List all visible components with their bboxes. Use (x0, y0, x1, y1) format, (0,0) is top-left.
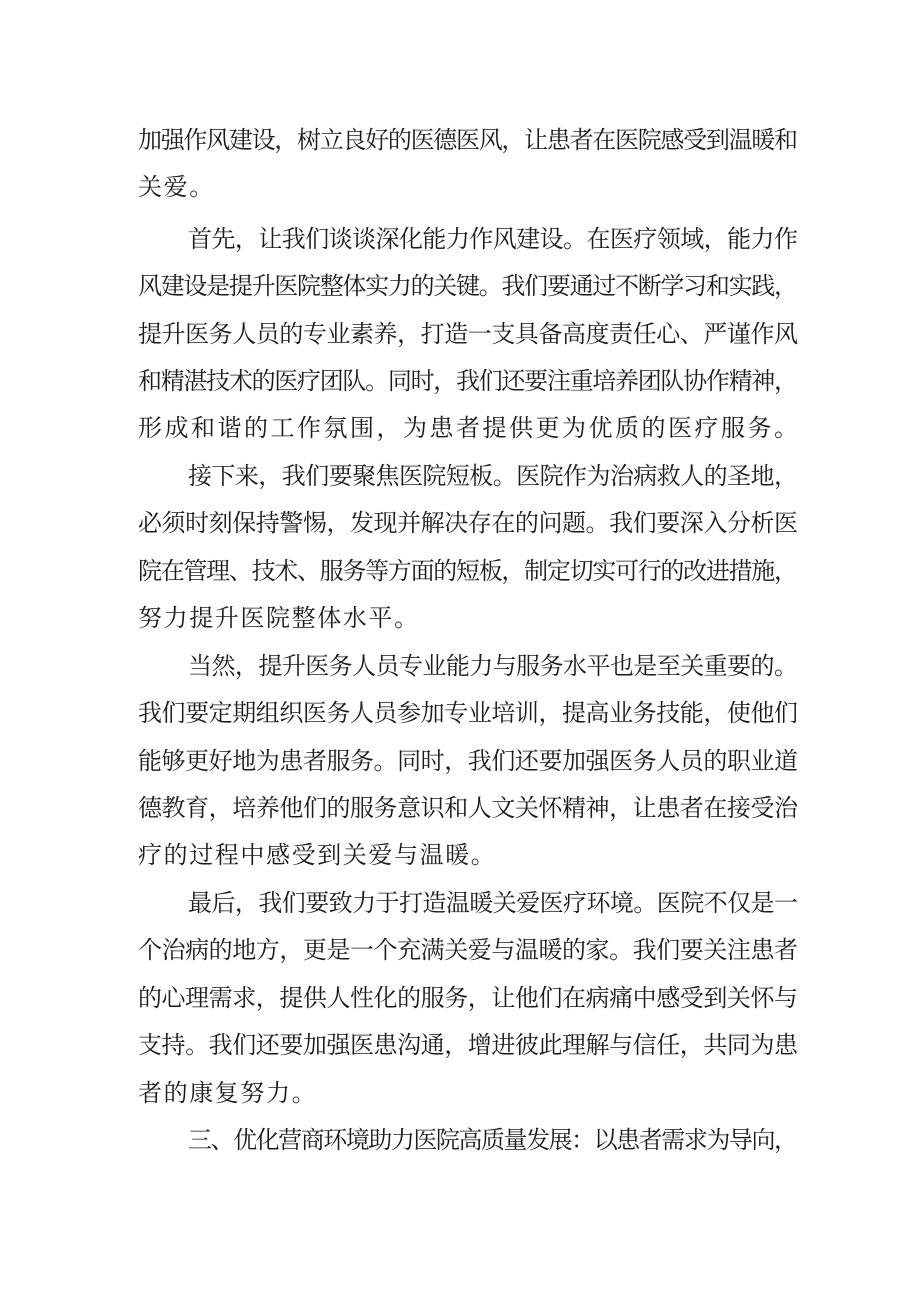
text-line-16: 疗的过程中感受到关爱与温暖。 (138, 841, 497, 869)
text-line-17: 最后，我们要致力于打造温暖关爱医疗环境。医院不仅是一 (188, 889, 798, 917)
text-line-4: 风建设是提升医院整体实力的关键。我们要通过不断学习和实践， (138, 272, 797, 300)
text-line-1: 加强作风建设，树立良好的医德医风，让患者在医院感受到温暖和 (138, 126, 797, 154)
text-line-20: 支持。我们还要加强医患沟通，增进彼此理解与信任，共同为患 (138, 1031, 798, 1059)
text-line-15: 德教育，培养他们的服务意识和人文关怀精神，让患者在接受治 (138, 794, 798, 822)
text-line-5: 提升医务人员的专业素养，打造一支具备高度责任心、严谨作风 (138, 320, 798, 348)
text-line-10: 院在管理、技术、服务等方面的短板，制定切实可行的改进措施， (138, 557, 797, 585)
text-line-11: 努力提升医院整体水平。 (138, 604, 420, 632)
text-line-19: 的心理需求，提供人性化的服务，让他们在病痛中感受到关怀与 (138, 984, 798, 1012)
text-line-18: 个治病的地方，更是一个充满关爱与温暖的家。我们要关注患者 (138, 936, 798, 964)
text-line-9: 必须时刻保持警惕，发现并解决存在的问题。我们要深入分析医 (138, 509, 798, 537)
text-line-14: 能够更好地为患者服务。同时，我们还要加强医务人员的职业道 (138, 747, 798, 775)
text-line-22: 三、优化营商环境助力医院高质量发展：以患者需求为导向， (188, 1126, 797, 1154)
text-line-2: 关爱。 (138, 173, 215, 201)
text-line-12: 当然，提升医务人员专业能力与服务水平也是至关重要的。 (188, 652, 798, 680)
text-line-21: 者的康复努力。 (138, 1079, 318, 1107)
text-line-6: 和精湛技术的医疗团队。同时，我们还要注重培养团队协作精神， (138, 367, 797, 395)
text-line-13: 我们要定期组织医务人员参加专业培训，提高业务技能，使他们 (138, 699, 798, 727)
text-line-3: 首先，让我们谈谈深化能力作风建设。在医疗领域，能力作 (188, 225, 798, 253)
text-line-7: 形成和谐的工作氛围，为患者提供更为优质的医疗服务。 (138, 414, 801, 442)
text-line-8: 接下来，我们要聚焦医院短板。医院作为治病救人的圣地， (188, 462, 798, 490)
